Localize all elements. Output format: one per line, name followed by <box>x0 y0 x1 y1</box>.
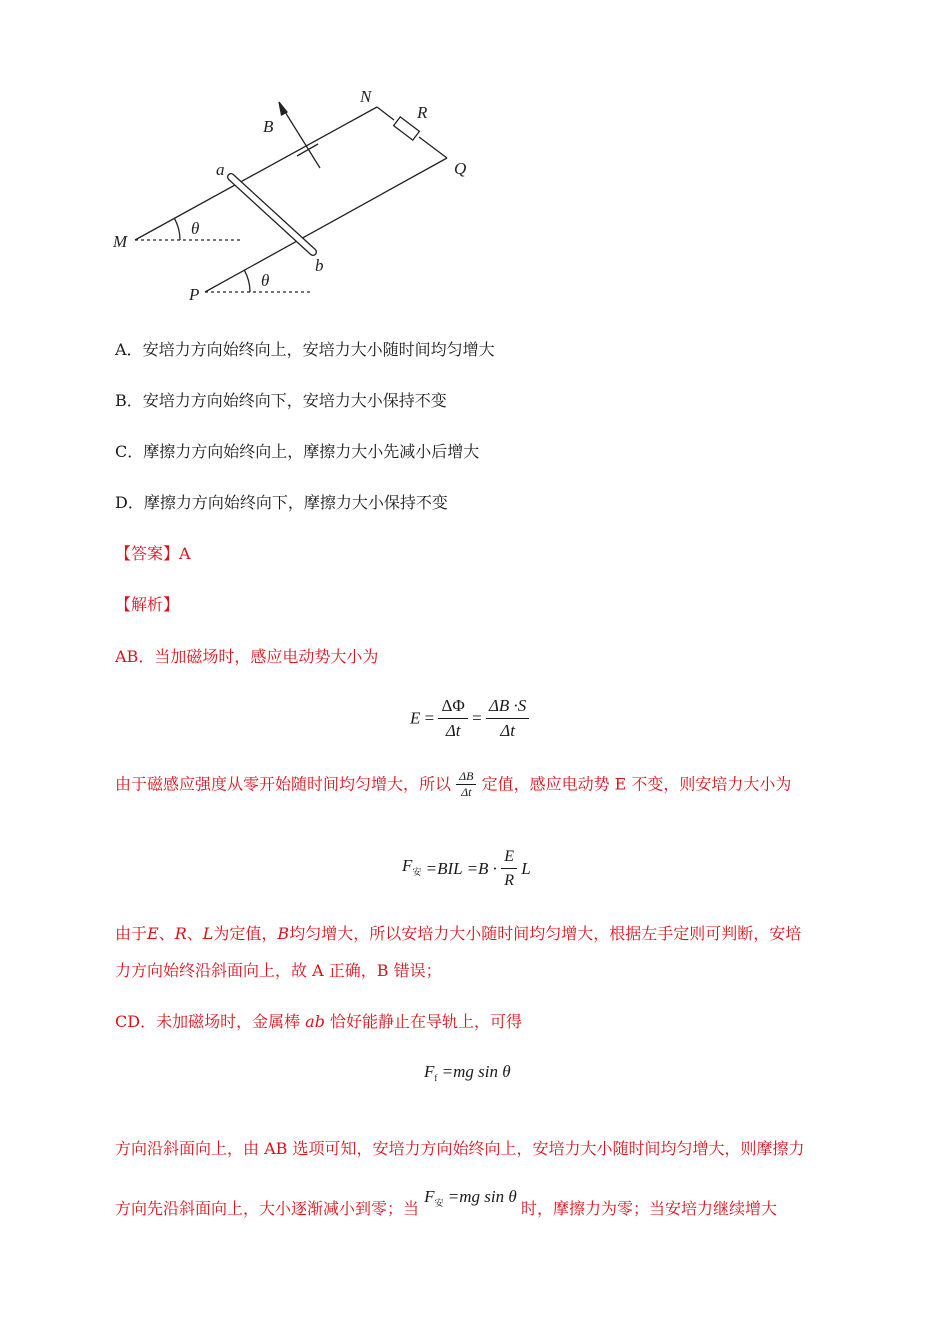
var-b: B <box>277 924 290 943</box>
incline-rail-diagram <box>105 80 485 310</box>
line3-text-3: 均匀增大，所以安培力大小随时间均匀增大，根据左手定则可判断，安培 <box>289 924 802 943</box>
analysis-line-3 <box>115 923 801 945</box>
label-a: a <box>216 160 225 179</box>
rail-n-r <box>377 107 394 120</box>
eq3-sub: f <box>434 1073 438 1083</box>
option-letter: D． <box>115 493 144 512</box>
answer-label: 【答案】 <box>115 544 180 563</box>
rail-pq <box>205 158 447 292</box>
field-arrow-b <box>282 107 320 168</box>
label-b-end: b <box>315 256 324 275</box>
analysis-line-2 <box>115 769 791 800</box>
rail-r-q <box>419 137 447 158</box>
angle-arc-m <box>174 218 180 240</box>
answer-value: A <box>179 544 191 563</box>
rail-mn <box>135 107 377 240</box>
angle-arc-p <box>244 270 250 292</box>
option-a <box>115 339 495 361</box>
eq1-den: Δt <box>445 721 461 740</box>
field-arrowhead <box>279 102 287 115</box>
line6-sub: 安 <box>434 1198 444 1208</box>
line6-rhs: =mg sin θ <box>447 1187 517 1206</box>
label-theta-2: θ <box>261 271 270 290</box>
eq1-frac-flux <box>438 694 467 743</box>
eq3-f: F <box>424 1062 435 1081</box>
line6-part-b: 时，摩擦力为零；当安培力继续增大 <box>520 1199 777 1218</box>
cd-text-1: CD．未加磁场时，金属棒 <box>115 1012 306 1031</box>
option-d <box>115 492 448 514</box>
eq1-den-2: Δt <box>500 721 515 740</box>
eq2-sub: 安 <box>412 866 422 877</box>
answer-line <box>115 543 191 565</box>
line3-sep-2: 、 <box>186 924 203 943</box>
equation-emf <box>410 694 529 743</box>
line2-part-a: 由于磁感应强度从零开始随时间均匀增大，所以 <box>115 774 452 794</box>
inline-frac-db-dt <box>456 769 476 800</box>
line2-part-b: 定值，感应电动势 E 不变，则安培力大小为 <box>481 774 792 794</box>
cd-text-2: 恰好能静止在导轨上，可得 <box>324 1012 523 1031</box>
option-c <box>115 441 479 463</box>
option-text: 安培力方向始终向上，安培力大小随时间均匀增大 <box>142 340 495 359</box>
label-n: N <box>360 87 372 106</box>
equation-ampere-force <box>402 845 531 892</box>
inline-eq-ampere <box>424 1187 521 1206</box>
analysis-line-4: 力方向始终沿斜面向上，故 A 正确，B 错误； <box>115 961 442 980</box>
label-b-field: B <box>263 117 274 136</box>
eq1-lhs: E <box>410 708 421 728</box>
label-p: P <box>189 285 200 304</box>
eq2-mid: =BIL =B · <box>425 859 497 878</box>
inline-frac-den: Δt <box>456 784 476 800</box>
eq3-rhs: =mg sin θ <box>441 1062 511 1081</box>
line3-sep-1: 、 <box>158 924 175 943</box>
option-b <box>115 390 447 412</box>
option-letter: A． <box>115 340 143 359</box>
eq1-equals-2: = <box>472 708 482 728</box>
line3-text-1: 由于 <box>115 924 148 943</box>
line6-f: F <box>424 1187 435 1206</box>
option-letter: B． <box>115 391 143 410</box>
analysis-line-6 <box>115 1186 777 1220</box>
line6-part-a: 方向先沿斜面向上，大小逐渐减小到零；当 <box>115 1199 420 1218</box>
label-q: Q <box>454 159 467 178</box>
eq1-frac-field <box>486 694 529 743</box>
inline-frac-num: ΔB <box>459 769 474 783</box>
option-letter: C． <box>115 442 144 461</box>
analysis-line-5: 方向沿斜面向上，由 AB 选项可知，安培力方向始终向上，安培力大小随时间均匀增大，则摩擦力 <box>115 1139 805 1158</box>
eq2-tail: L <box>521 859 531 878</box>
analysis-cd-line <box>115 1011 522 1033</box>
eq1-num-2: ΔB ·S <box>486 694 529 719</box>
var-e: E <box>147 924 159 943</box>
var-r: R <box>174 924 187 943</box>
eq2-f: F <box>402 855 413 875</box>
option-text: 安培力方向始终向下，安培力大小保持不变 <box>142 391 447 410</box>
resistor-r <box>394 117 420 140</box>
eq2-den: R <box>504 872 514 889</box>
analysis-ab-line: AB．当加磁场时，感应电动势大小为 <box>115 647 379 666</box>
eq1-equals: = <box>424 708 435 728</box>
eq1-num: ΔΦ <box>438 694 467 719</box>
label-r: R <box>417 103 428 122</box>
var-l: L <box>202 924 214 943</box>
line3-text-2: 为定值， <box>213 924 278 943</box>
eq2-num: E <box>501 845 517 869</box>
analysis-label: 【解析】 <box>115 595 180 614</box>
equation-friction <box>424 1060 511 1090</box>
option-text: 摩擦力方向始终向上，摩擦力大小先减小后增大 <box>143 442 480 461</box>
option-text: 摩擦力方向始终向下，摩擦力大小保持不变 <box>143 493 448 512</box>
var-ab: ab <box>305 1012 325 1031</box>
label-m: M <box>113 232 128 251</box>
label-theta-1: θ <box>191 219 200 238</box>
eq2-frac <box>501 845 517 892</box>
